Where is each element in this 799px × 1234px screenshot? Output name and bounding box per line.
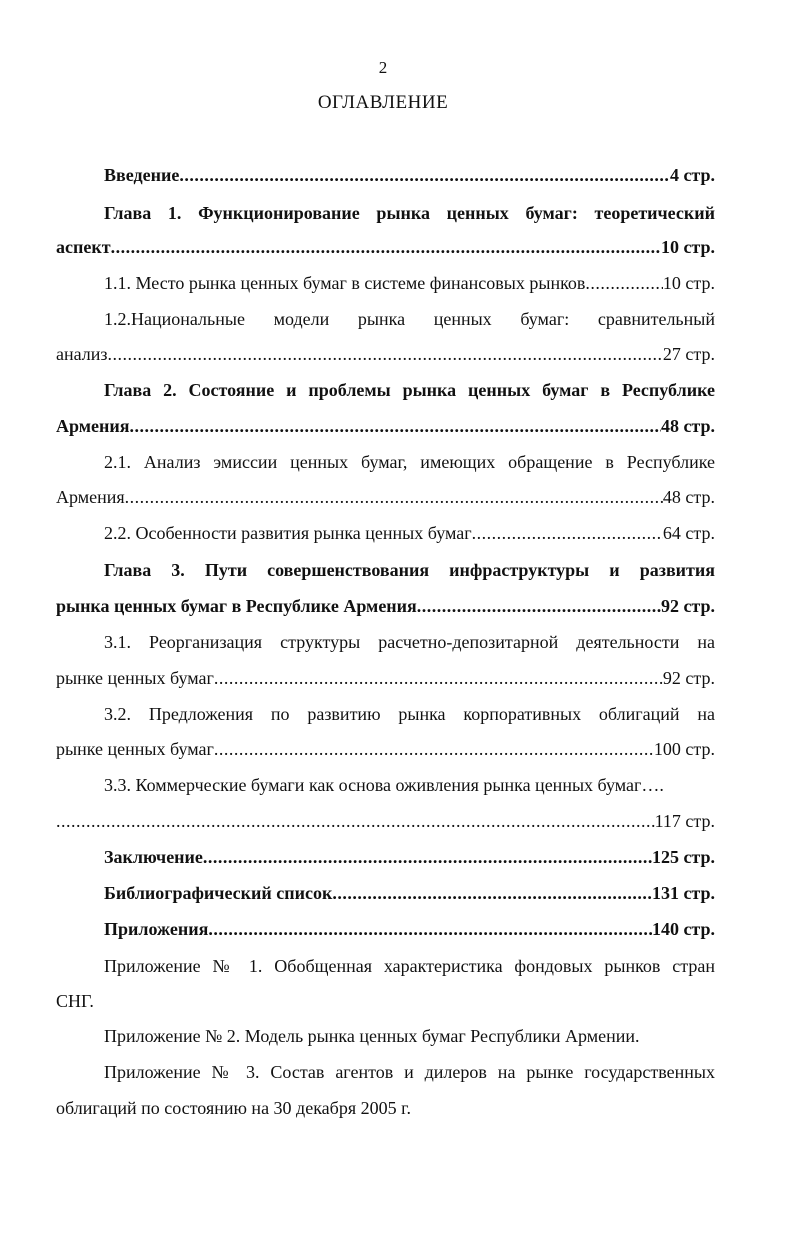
toc-entry-chapter-2-cont bbox=[56, 414, 715, 438]
toc-page: 117 стр. bbox=[654, 811, 715, 831]
toc-page: 48 стр. bbox=[662, 487, 715, 507]
toc-entry-1-2: 1.2.Национальные модели рынка ценных бумаг: сравнительный bbox=[104, 309, 715, 329]
toc-entry-conclusion bbox=[104, 845, 715, 869]
toc-entry-3-2: 3.2. Предложения по развитию рынка корпоративных облигаций на bbox=[104, 704, 715, 724]
toc-entry-3-3-cont bbox=[56, 809, 715, 833]
toc-entry-3-3: 3.3. Коммерческие бумаги как основа оживления рынка ценных бумаг…. bbox=[104, 775, 664, 795]
toc-entry-chapter-1-cont bbox=[56, 235, 715, 259]
toc-page: 131 стр. bbox=[651, 883, 715, 903]
toc-entry-1-1 bbox=[104, 271, 715, 295]
toc-page: 48 стр. bbox=[660, 416, 715, 436]
toc-page: 4 стр. bbox=[669, 165, 715, 185]
toc-page: 100 стр. bbox=[653, 739, 715, 759]
toc-entry-chapter-2: Глава 2. Состояние и проблемы рынка ценных бумаг в Республике bbox=[104, 380, 715, 400]
toc-label: 1.1. Место рынка ценных бумаг в системе финансовых рынков bbox=[104, 273, 586, 293]
toc-entry-chapter-3-cont bbox=[56, 594, 715, 618]
toc-page: 27 стр. bbox=[662, 344, 715, 364]
toc-entry-3-1-cont bbox=[56, 666, 715, 690]
toc-entry-appendices bbox=[104, 917, 715, 941]
toc-page: 64 стр. bbox=[662, 523, 715, 543]
toc-label: Библиографический список bbox=[104, 883, 333, 903]
toc-entry-intro bbox=[104, 163, 715, 187]
toc-entry-3-2-cont bbox=[56, 737, 715, 761]
toc-label: рынке ценных бумаг bbox=[56, 668, 214, 688]
toc-entry-1-2-cont bbox=[56, 342, 715, 366]
toc-label: Заключение bbox=[104, 847, 203, 867]
page-number: 2 bbox=[378, 58, 388, 77]
page-title: ОГЛАВЛЕНИЕ bbox=[317, 92, 449, 113]
toc-entry-bibliography bbox=[104, 881, 715, 905]
appendix-3-cont: облигаций по состоянию на 30 декабря 2005 г. bbox=[56, 1098, 411, 1118]
toc-label: аспект bbox=[56, 237, 111, 257]
toc-page: 10 стр. bbox=[660, 237, 715, 257]
toc-label: Армения bbox=[56, 416, 130, 436]
appendix-1-cont: СНГ. bbox=[56, 991, 94, 1011]
toc-page: 92 стр. bbox=[660, 596, 715, 616]
toc-entry-chapter-3: Глава 3. Пути совершенствования инфраструктуры и развития bbox=[104, 560, 715, 580]
toc-entry-chapter-1: Глава 1. Функционирование рынка ценных бумаг: теоретический bbox=[104, 203, 715, 223]
toc-page: 92 стр. bbox=[662, 668, 715, 688]
toc-label: Армения bbox=[56, 487, 125, 507]
toc-label: Введение bbox=[104, 165, 180, 185]
toc-page: 125 стр. bbox=[651, 847, 715, 867]
toc-entry-2-2 bbox=[104, 521, 715, 545]
toc-label: рынка ценных бумаг в Республике Армения bbox=[56, 596, 417, 616]
toc-entry-2-1-cont bbox=[56, 485, 715, 509]
toc-label: 2.2. Особенности развития рынка ценных бумаг bbox=[104, 523, 472, 543]
appendix-3: Приложение № 3. Состав агентов и дилеров на рынке государственных bbox=[104, 1062, 715, 1082]
toc-entry-3-1: 3.1. Реорганизация структуры расчетно-депозитарной деятельности на bbox=[104, 632, 715, 652]
toc-entry-2-1: 2.1. Анализ эмиссии ценных бумаг, имеющих обращение в Республике bbox=[104, 452, 715, 472]
toc-page: 10 стр. bbox=[662, 273, 715, 293]
toc-page: 140 стр. bbox=[651, 919, 715, 939]
appendix-2: Приложение № 2. Модель рынка ценных бумаг Республики Армении. bbox=[104, 1026, 640, 1046]
toc-label: анализ bbox=[56, 344, 108, 364]
toc-label: Приложения bbox=[104, 919, 209, 939]
appendix-1: Приложение № 1. Обобщенная характеристика фондовых рынков стран bbox=[104, 956, 715, 976]
toc-label: рынке ценных бумаг bbox=[56, 739, 214, 759]
